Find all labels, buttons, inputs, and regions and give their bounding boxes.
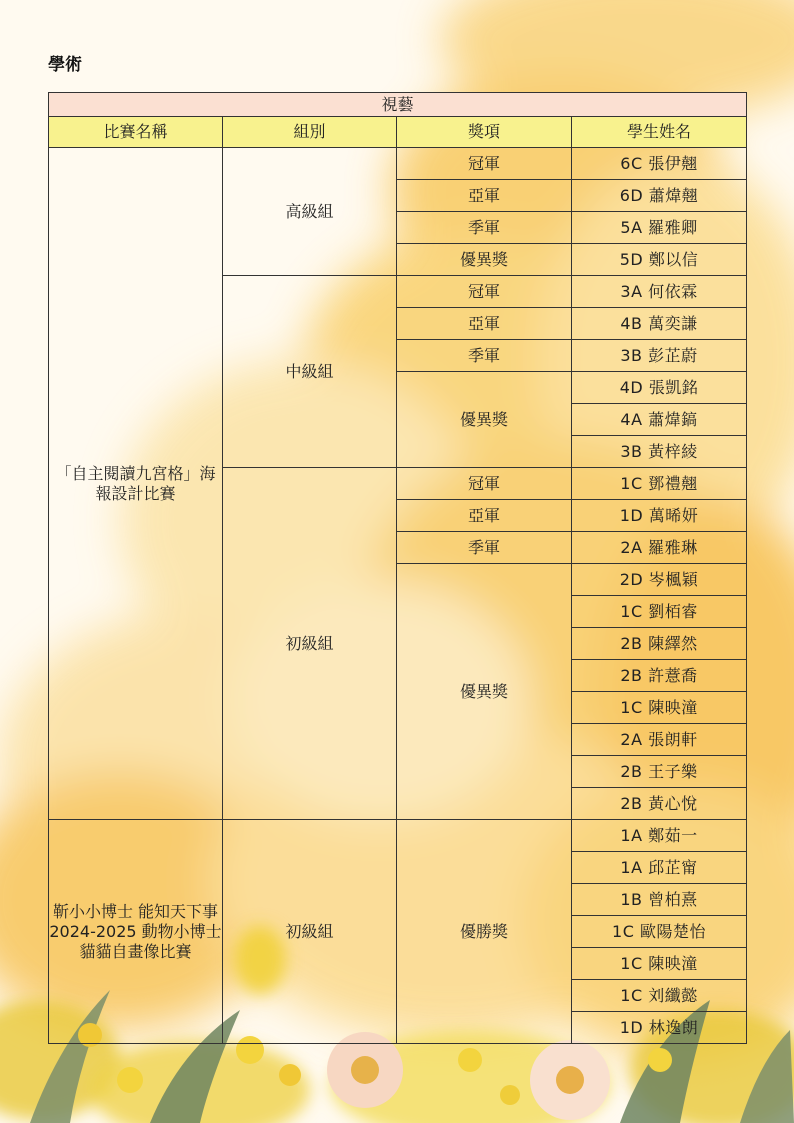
student-name: 3B 彭芷蔚 <box>572 340 747 372</box>
student-name: 4A 蕭煒鎬 <box>572 404 747 436</box>
student-name: 1D 林逸朗 <box>572 1012 747 1044</box>
student-name: 2B 許薏喬 <box>572 660 747 692</box>
award-name: 冠軍 <box>397 276 572 308</box>
competition-name: 「自主閱讀九宮格」海報設計比賽 <box>49 148 223 820</box>
student-name: 3B 黃梓綾 <box>572 436 747 468</box>
student-name: 2B 黃心悅 <box>572 788 747 820</box>
student-name: 3A 何依霖 <box>572 276 747 308</box>
award-name: 優異獎 <box>397 564 572 820</box>
student-name: 1B 曾柏熹 <box>572 884 747 916</box>
student-name: 4D 張凱銘 <box>572 372 747 404</box>
column-header-group: 組別 <box>223 117 397 148</box>
section-title: 視藝 <box>49 93 747 117</box>
student-name: 5D 鄭以信 <box>572 244 747 276</box>
group-name: 初級組 <box>223 820 397 1044</box>
award-name: 季軍 <box>397 532 572 564</box>
group-name: 初級組 <box>223 468 397 820</box>
student-name: 2B 陳繹然 <box>572 628 747 660</box>
student-name: 2A 羅雅琳 <box>572 532 747 564</box>
student-name: 2A 張朗軒 <box>572 724 747 756</box>
student-name: 6D 蕭煒翹 <box>572 180 747 212</box>
award-name: 優勝獎 <box>397 820 572 1044</box>
student-name: 1C 劉栢睿 <box>572 596 747 628</box>
table-row <box>49 148 747 180</box>
award-name: 亞軍 <box>397 308 572 340</box>
competition-name: 靳小小博士 能知天下事 2024-2025 動物小博士貓貓自畫像比賽 <box>49 820 223 1044</box>
award-name: 冠軍 <box>397 148 572 180</box>
award-name: 優異獎 <box>397 244 572 276</box>
student-name: 6C 張伊翹 <box>572 148 747 180</box>
student-name: 2B 王子樂 <box>572 756 747 788</box>
award-name: 冠軍 <box>397 468 572 500</box>
column-header-student: 學生姓名 <box>572 117 747 148</box>
student-name: 1C 陳映潼 <box>572 948 747 980</box>
table-row <box>49 820 747 852</box>
column-header-award: 獎項 <box>397 117 572 148</box>
student-name: 1C 鄧禮翹 <box>572 468 747 500</box>
column-header-row <box>49 117 747 148</box>
student-name: 1C 刘纖懿 <box>572 980 747 1012</box>
student-name: 1A 鄭茹一 <box>572 820 747 852</box>
award-name: 季軍 <box>397 212 572 244</box>
group-name: 中級組 <box>223 276 397 468</box>
group-name: 高級組 <box>223 148 397 276</box>
award-name: 亞軍 <box>397 180 572 212</box>
award-name: 亞軍 <box>397 500 572 532</box>
student-name: 1D 萬晞妍 <box>572 500 747 532</box>
student-name: 2D 岑楓穎 <box>572 564 747 596</box>
award-name: 優異獎 <box>397 372 572 468</box>
student-name: 1A 邱芷甯 <box>572 852 747 884</box>
page-title: 學術 <box>48 55 82 75</box>
student-name: 4B 萬奕謙 <box>572 308 747 340</box>
student-name: 1C 陳映潼 <box>572 692 747 724</box>
student-name: 1C 歐陽楚怡 <box>572 916 747 948</box>
student-name: 5A 羅雅卿 <box>572 212 747 244</box>
awards-table <box>48 92 747 1044</box>
column-header-competition: 比賽名稱 <box>49 117 223 148</box>
award-name: 季軍 <box>397 340 572 372</box>
section-header-row <box>49 93 747 117</box>
